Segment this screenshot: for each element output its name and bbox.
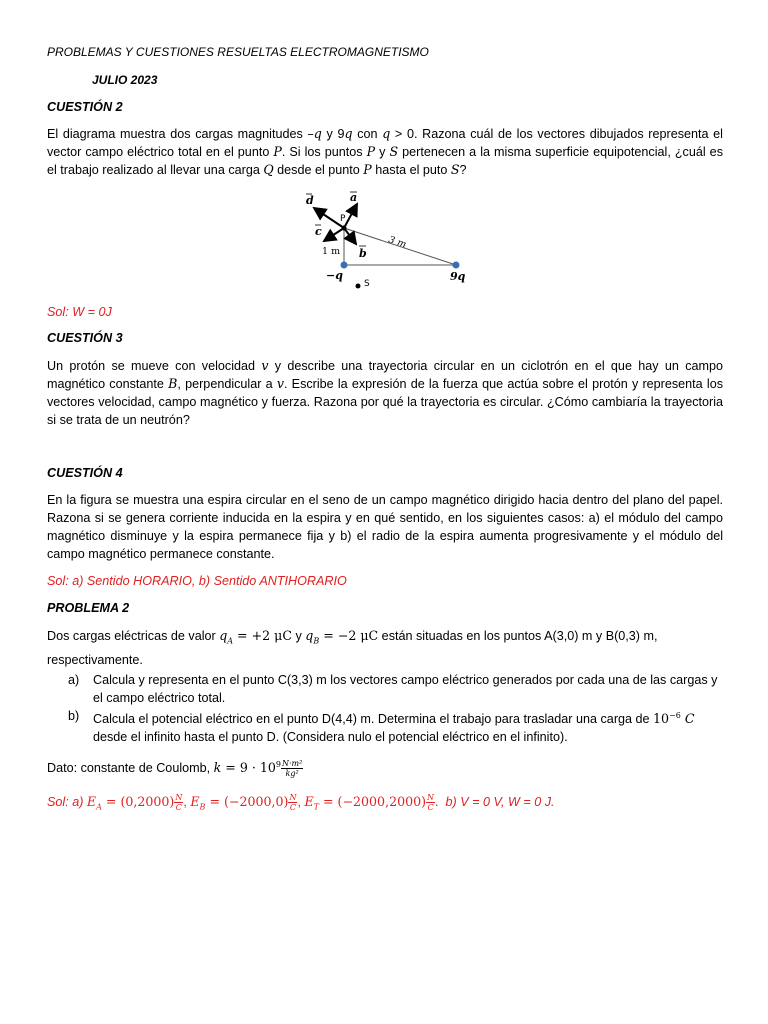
- cuestion2-text: El diagrama muestra dos cargas magnitudes –q y 9q con q > 0. Razona cuál de los vectores dibujados representa el vector campo eléctrico total en el punto P. Si los puntos P y S pertenecen a la misma superficie equipotencial, ¿cuál es el trabajo realizado al llevar una carga Q desde el punto P hasta el puto S?: [47, 126, 723, 177]
- label-1m: 1 m: [322, 246, 341, 257]
- cuestion4-solution: Sol: a) Sentido HORARIO, b) Sentido ANTIHORARIO: [47, 574, 347, 588]
- label-p: P: [340, 214, 346, 224]
- list-item: b) Calcula el potencial eléctrico en el punto D(4,4) m. Determina el trabajo para trasladar una carga de $10^{-6}$ C desde el infinito hasta el punto D. (Considera nulo el potencial eléctrico en el infinito).: [68, 709, 695, 745]
- list-item-label: a): [68, 673, 80, 687]
- cuestion2-heading: CUESTIÓN 2: [47, 100, 123, 114]
- list-item-label: b): [68, 709, 80, 723]
- coulomb-constant: Dato: constante de Coulomb, $k = 9 \cdot 10^9$ $\frac{\text{N·m²}}{\text{kg²}}$: [47, 759, 303, 779]
- charges-diagram: [300, 188, 470, 293]
- label-c: c: [315, 225, 322, 238]
- problema2-list: [68, 671, 723, 746]
- charge-9q-dot: [453, 262, 460, 269]
- label-a: a: [350, 191, 358, 204]
- point-s: [356, 284, 361, 289]
- label-9q: 9q: [450, 270, 466, 283]
- problema2-intro: Dos cargas eléctricas de valor $q_A = +2$ μC y $q_B = -2$ μC están situadas en los puntos A(3,0) m y B(0,3) m, respectivamente.: [47, 628, 658, 667]
- label-3m: 3 m: [387, 234, 408, 251]
- label-b: b: [359, 247, 367, 260]
- problema2-solution: Sol: a) $E_A = (0,2000)$ $\frac{N}{C}$ , $E_B = (-2000,0)$ $\frac{N}{C}$ , $E_T = (-2000,2000)$ $\frac{N}{C}$ . b) V = 0 V, W = 0 J.: [47, 793, 555, 813]
- list-item-text: Calcula y representa en el punto C(3,3) m los vectores campo eléctrico generados por cada una de las cargas y el campo eléctrico total.: [93, 673, 718, 705]
- label-minus-q: −q: [326, 269, 343, 282]
- cuestion2-solution: Sol: W = 0J: [47, 305, 112, 319]
- cuestion3-text: Un protón se mueve con velocidad v y describe una trayectoria circular en un ciclotrón en el que hay un campo magnético constante B, perpendicular a v. Escribe la expresión de la fuerza que actúa sobre el protón y representa los vectores velocidad, campo magnético y fuerza. Razona por qué la trayectoria es circular. ¿Cómo cambiaría la trayectoria si se trata de un neutrón?: [47, 358, 724, 427]
- document-date: JULIO 2023: [92, 73, 158, 87]
- cuestion4-text: En la figura se muestra una espira circular en el seno de un campo magnético dirigido hacia dentro del plano del papel. Razona si se genera corriente inducida en la espira y en qué sentido, en los siguientes casos: a) el módulo del campo magnético disminuye y la espira permanece fija y b) el radio de la espira aumenta progresivamente y el módulo del campo magnético permanece constante.: [47, 493, 723, 561]
- document-title: PROBLEMAS Y CUESTIONES RESUELTAS ELECTROMAGNETISMO: [47, 45, 429, 59]
- cuestion4-heading: CUESTIÓN 4: [47, 466, 123, 480]
- list-item: [68, 671, 723, 707]
- problema2-heading: PROBLEMA 2: [47, 601, 130, 615]
- point-p: [342, 226, 347, 231]
- label-s: S: [364, 279, 370, 289]
- charge-minus-q-dot: [341, 262, 348, 269]
- cuestion3-heading: CUESTIÓN 3: [47, 331, 123, 345]
- label-d: d: [306, 194, 314, 207]
